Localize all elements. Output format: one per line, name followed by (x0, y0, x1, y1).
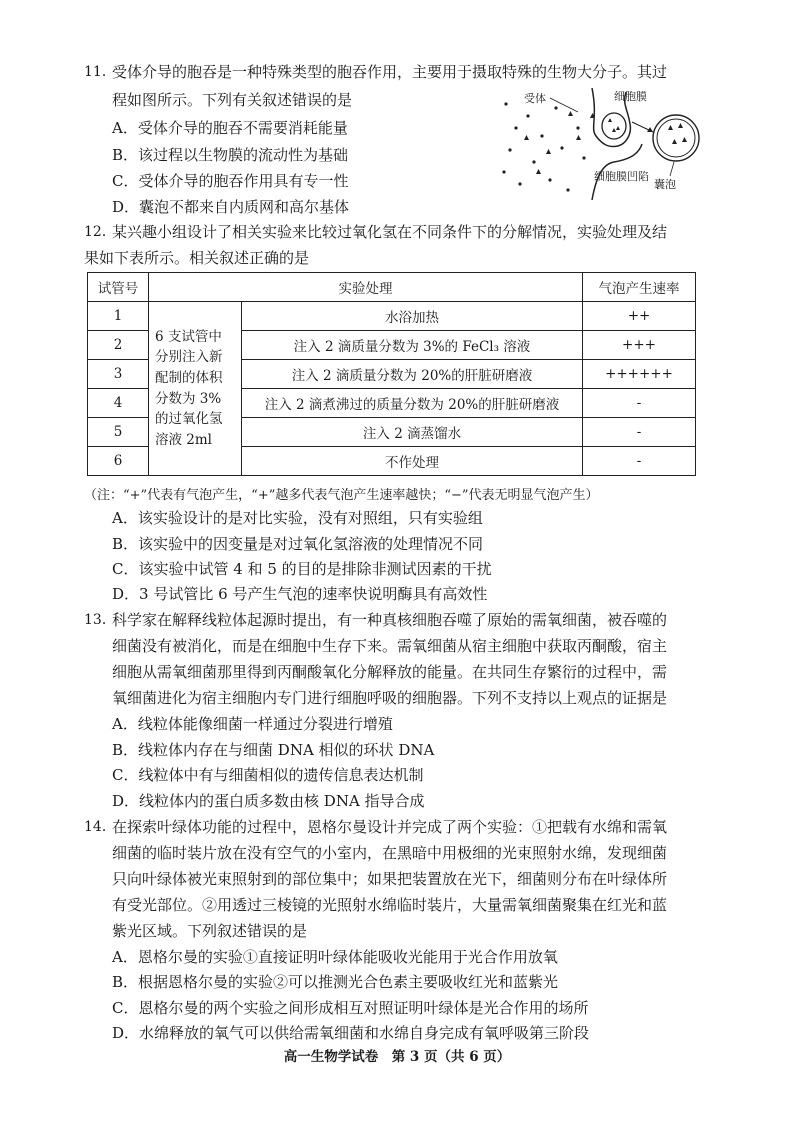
q14-stem-line-4: 有受光部位。②用透过三棱镜的光照射水绵临时装片，大量需氧细菌聚集在红光和蓝 (112, 896, 668, 914)
bubble-rate: - (583, 447, 696, 476)
bubble-rate: - (583, 418, 696, 447)
q11-option-c: C．受体介导的胞吞作用具有专一性 (112, 172, 349, 190)
bubble-rate: ++++++ (583, 360, 696, 389)
vesicle-outer (653, 115, 699, 161)
q13-stem-line-2: 细菌没有被消化，而是在细胞中生存下来。需氧细菌从宿主细胞中获取丙酮酸，宿主 (112, 637, 668, 655)
q11-option-b: B．该过程以生物膜的流动性为基础 (112, 146, 349, 164)
treatment: 不作处理 (242, 447, 583, 476)
ligand-dots (502, 102, 585, 191)
q11-option-a: A．受体介导的胞吞不需要消耗能量 (112, 119, 348, 137)
q12-stem-line-1: 某兴趣小组设计了相关实验来比较过氧化氢在不同条件下的分解情况，实验处理及结 (112, 223, 668, 241)
q13-option-d: D．线粒体内的蛋白质多数由核 DNA 指导合成 (112, 792, 425, 810)
treatment: 注入 2 滴质量分数为 3%的 FeCl₃ 溶液 (242, 331, 583, 360)
bubble-rate: ++ (583, 302, 696, 331)
treatment: 注入 2 滴蒸馏水 (242, 418, 583, 447)
q12-option-a: A．该实验设计的是对比实验，没有对照组，只有实验组 (112, 509, 483, 527)
q13-option-c: C．线粒体中有与细菌相似的遗传信息表达机制 (112, 766, 424, 784)
q14-option-a: A．恩格尔曼的实验①直接证明叶绿体能吸收光能用于光合作用放氧 (112, 948, 558, 966)
shared-treatment-cell: 6 支试管中 分别注入新 配制的体积 分数为 3% 的过氧化氢 溶液 2ml (149, 302, 242, 476)
q14-stem-line-1: 在探索叶绿体功能的过程中，恩格尔曼设计并完成了两个实验：①把载有水绵和需氧 (112, 818, 668, 836)
q14-stem-line-5: 紫光区域。下列叙述错误的是 (112, 922, 308, 940)
page-footer: 高一生物学试卷 第 3 页（共 6 页） (283, 1049, 511, 1065)
treatment: 注入 2 滴质量分数为 20%的肝脏研磨液 (242, 360, 583, 389)
q12-option-c: C．该实验中试管 4 和 5 的目的是排除非测试因素的干扰 (112, 560, 492, 578)
q13-number: 13． (84, 612, 116, 628)
q11-option-d: D．囊泡不都来自内质网和高尔基体 (112, 198, 350, 216)
q13-option-b: B．线粒体内存在与细菌 DNA 相似的环状 DNA (112, 741, 435, 759)
membrane-pit (602, 113, 626, 139)
table-row (88, 302, 696, 331)
q14-stem-line-2: 细菌的临时装片放在没有空气的小室内，在黑暗中用极细的光束照射水绵，发现细菌 (112, 844, 668, 862)
header-bubble-rate: 气泡产生速率 (583, 273, 696, 302)
q14-option-c: C．恩格尔曼的两个实验之间形成相互对照证明叶绿体是光合作用的场所 (112, 999, 589, 1017)
macromolecule-triangles (524, 111, 595, 174)
q13-stem-line-3: 细胞从需氧细菌那里得到丙酮酸氧化分解释放的能量。在共同生存繁衍的过程中，需 (112, 663, 668, 681)
experiment-table (87, 272, 696, 476)
bubble-rate: - (583, 389, 696, 418)
q12-option-b: B．该实验中的因变量是对过氧化氢溶液的处理情况不同 (112, 535, 484, 553)
tube-no: 2 (88, 331, 149, 360)
q12-stem-line-2: 果如下表所示。相关叙述正确的是 (84, 249, 310, 267)
q12-option-d: D．3 号试管比 6 号产生气泡的速率快说明酶具有高效性 (112, 585, 488, 603)
endocytosis-diagram (498, 88, 706, 200)
q14-stem-line-3: 只向叶绿体被光束照射到的部位集中；如果把装置放在光下，细菌则分布在叶绿体所 (112, 870, 668, 888)
q13-stem-line-4: 氧细菌进化为宿主细胞内专门进行细胞呼吸的细胞器。下列不支持以上观点的证据是 (112, 689, 668, 707)
vesicle-inner (657, 119, 695, 157)
header-treatment: 实验处理 (149, 273, 583, 302)
table-header-row (88, 273, 696, 302)
tube-no: 1 (88, 302, 149, 331)
tube-no: 3 (88, 360, 149, 389)
q11-number: 11． (84, 64, 116, 80)
q13-option-a: A．线粒体能像细菌一样通过分裂进行增殖 (112, 715, 393, 733)
q11-stem-line-2: 程如图所示。下列有关叙述错误的是 (112, 91, 353, 109)
header-tube-no: 试管号 (88, 273, 149, 302)
q14-number: 14． (84, 819, 116, 835)
tube-no: 5 (88, 418, 149, 447)
tube-no: 6 (88, 447, 149, 476)
q14-option-d: D．水绵释放的氧气可以供给需氧细菌和水绵自身完成有氧呼吸第三阶段 (112, 1024, 590, 1042)
label-receptor: 受体 (524, 92, 546, 105)
treatment: 水浴加热 (242, 302, 583, 331)
q11-stem-line-1: 受体介导的胞吞是一种特殊类型的胞吞作用，主要用于摄取特殊的生物大分子。其过 (112, 63, 668, 81)
q14-option-b: B．根据恩格尔曼的实验②可以推测光合色素主要吸收红光和蓝紫光 (112, 973, 559, 991)
bubble-rate: +++ (583, 331, 696, 360)
label-membrane-pit: 细胞膜凹陷 (594, 170, 649, 183)
table-note: （注：“+”代表有气泡产生，“+”越多代表气泡产生速率越快；“−”代表无明显气泡产生） (84, 488, 599, 503)
label-vesicle: 囊泡 (654, 178, 676, 191)
label-cell-membrane: 细胞膜 (614, 90, 647, 103)
treatment: 注入 2 滴煮沸过的质量分数为 20%的肝脏研磨液 (242, 389, 583, 418)
tube-no: 4 (88, 389, 149, 418)
q12-number: 12． (84, 224, 116, 240)
q13-stem-line-1: 科学家在解释线粒体起源时提出，有一种真核细胞吞噬了原始的需氧细菌，被吞噬的 (112, 611, 668, 629)
